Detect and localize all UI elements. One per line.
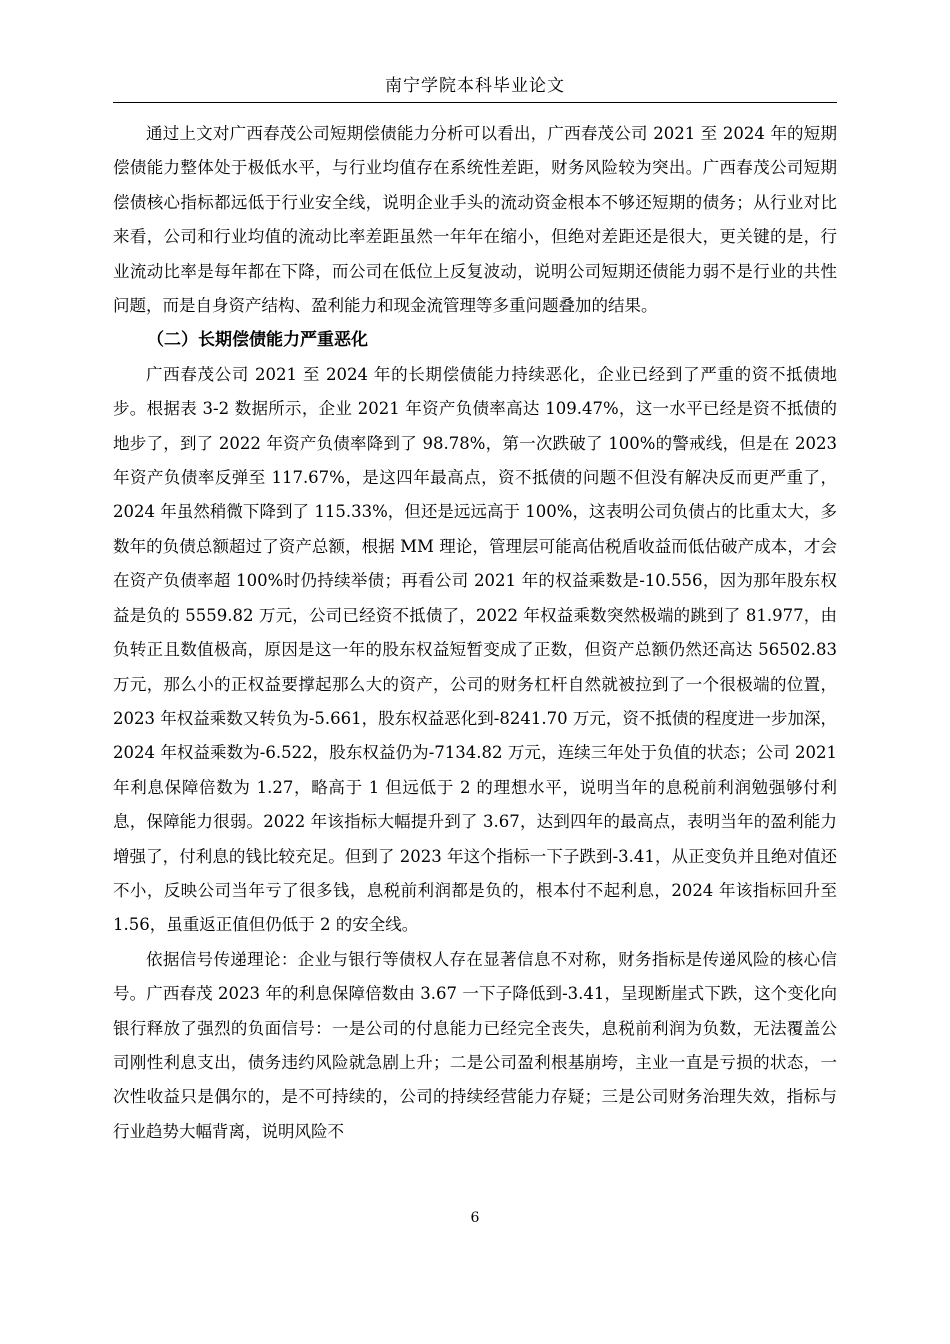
- page-number: 6: [470, 1210, 480, 1226]
- paragraph-signaling-theory: 依据信号传递理论：企业与银行等债权人存在显著信息不对称，财务指标是传递风险的核心信号。广西春茂 2023 年的利息保障倍数由 3.67 一下子降低到-3.41，呈现断崖式下跌，这个变化向银行释放了强烈的负面信号：一是公司的付息能力已经完全丧失，息税前利润为负数，无法覆盖公司刚性利息支出，债务违约风险就急剧上升；二是公司盈利根基崩垮，主业一直是亏损的状态，一次性收益只是偶尔的，是不可持续的，公司的持续经营能力存疑；三是公司财务治理失效，指标与行业趋势大幅背离，说明风险不: [113, 949, 837, 1141]
- header-title: 南宁学院本科毕业论文: [385, 76, 565, 96]
- paragraph-long-term-analysis: 广西春茂公司 2021 至 2024 年的长期偿债能力持续恶化，企业已经到了严重的资不抵债地步。根据表 3-2 数据所示，企业 2021 年资产负债率高达 109.47%，这一水平已经是资不抵债的地步了，到了 2022 年资产负债率降到了 98.78%，第一次跌破了 100%的警戒线，但是在 2023 年资产负债率反弹至 117.67%，是这四年最高点，资不抵债的问题不但没有解决反而更严重了，2024 年虽然稍微下降到了 115.33%，但还是远远高于 100%，这表明公司负债占的比重太大，多数年的负债总额超过了资产总额，根据 MM 理论，管理层可能高估税盾收益而低估破产成本，才会在资产负债率超 100%时仍持续举债；再看公司 2021 年的权益乘数是-10.556，因为那年股东权益是负的 5559.82 万元，公司已经资不抵债了，2022 年权益乘数突然极端的跳到了 81.977，由负转正且数值极高，原因是这一年的股东权益短暂变成了正数，但资产总额仍然还高达 56502.83 万元，那么小的正权益要撑起那么大的资产，公司的财务杠杆自然就被拉到了一个很极端的位置，2023 年权益乘数又转负为-5.661，股东权益恶化到-8241.70 万元，资不抵债的程度进一步加深，2024 年权益乘数为-6.522，股东权益仍为-7134.82 万元，连续三年处于负值的状态；公司 2021 年利息保障倍数为 1.27，略高于 1 但远低于 2 的理想水平，说明当年的息税前利润勉强够付利息，保障能力很弱。2022 年该指标大幅提升到了 3.67，达到四年的最高点，表明当年的盈利能力增强了，付利息的钱比较充足。但到了 2023 年这个指标一下子跌到-3.41，从正变负并且绝对值还不小，反映公司当年亏了很多钱，息税前利润都是负的，根本付不起利息，2024 年该指标回升至 1.56，虽重返正值但仍低于 2 的安全线。: [113, 364, 837, 935]
- section-heading: （二）长期偿债能力严重恶化: [147, 330, 368, 351]
- paragraph-short-term-summary: 通过上文对广西春茂公司短期偿债能力分析可以看出，广西春茂公司 2021 至 2024 年的短期偿债能力整体处于极低水平，与行业均值存在系统性差距，财务风险较为突出。广西春茂公司短期偿债核心指标都远低于行业安全线，说明企业手头的流动资金根本不够还短期的债务；从行业对比来看，公司和行业均值的流动比率差距虽然一年年在缩小，但绝对差距还是很大，更关键的是，行业流动比率是每年都在下降，而公司在低位上反复波动，说明公司短期还债能力弱不是行业的共性问题，而是自身资产结构、盈利能力和现金流管理等多重问题叠加的结果。: [113, 124, 837, 316]
- document-body: [113, 117, 837, 1149]
- page-header: [113, 70, 837, 103]
